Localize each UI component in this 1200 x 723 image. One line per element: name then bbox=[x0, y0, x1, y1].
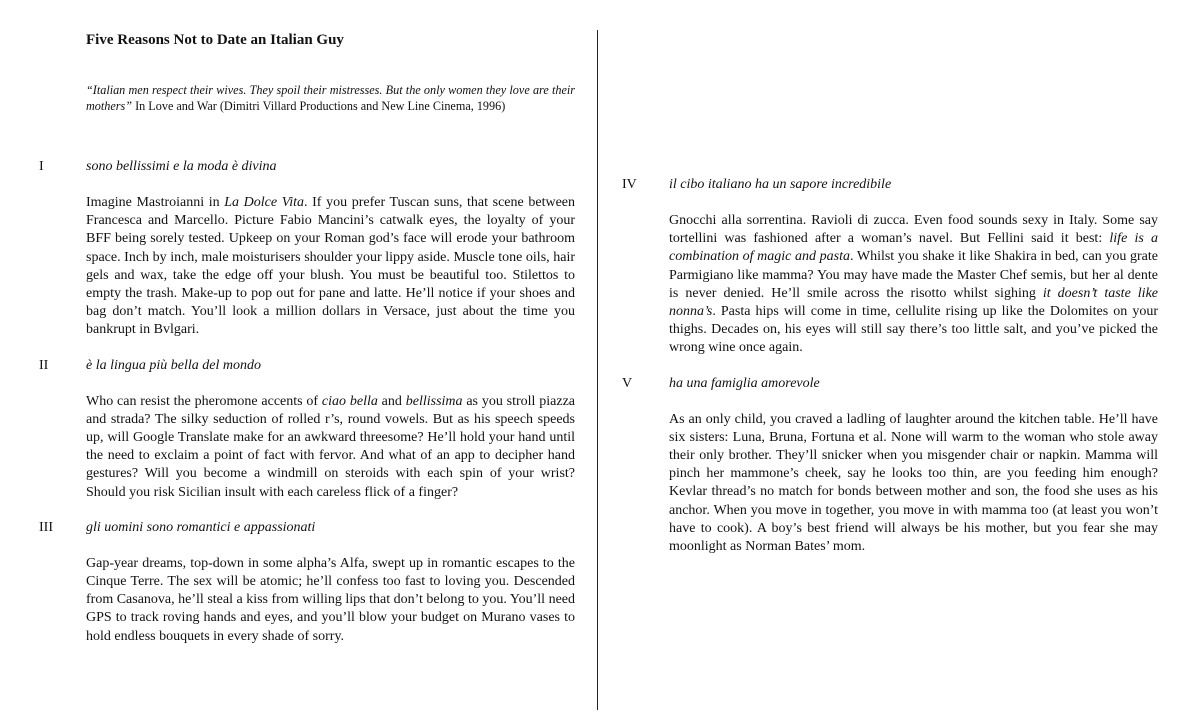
italic-run: ciao bella bbox=[321, 393, 378, 409]
text-run: As an only child, you craved a ladling of laughter around the kitchen table. He’ll have six sisters: Luna, Bruna, Fortuna et al. None will warm to the woman who stole away their only brother. They’ll snicker when you misgender chair or napkin. Mamma will pinch her mammone’s cheek, say he looks too thin, are you feeding him enough? Kevlar thread’s no match for bonds between mother and son, the food she uses as his anchor. When you move in together, you move in with mamma too (at least you won’t have to cook). A boy’s best friend will always be his mother, but you fear she may moonlight as Norman Bates’ mom. bbox=[669, 411, 1158, 555]
section-5 bbox=[622, 375, 1158, 557]
section-4 bbox=[622, 176, 1159, 358]
text-run: Gnocchi alla sorrentina. Ravioli di zucca. Even food sounds sexy in Italy. Some say tortellini was fashioned after a woman’s navel. But Fellini said it best: bbox=[669, 213, 1158, 247]
section-numeral: III bbox=[39, 519, 53, 535]
section-heading-text: è la lingua più bella del mondo bbox=[86, 357, 261, 373]
text-run: Who can resist the pheromone accents of bbox=[86, 393, 322, 409]
section-heading-text: sono bellissimi e la moda è divina bbox=[86, 159, 277, 174]
section-numeral: I bbox=[39, 159, 44, 174]
section-paragraph bbox=[669, 411, 1158, 557]
section-2 bbox=[39, 357, 576, 502]
text-run: as you stroll piazza and strada? The silky seduction of rolled r’s, round vowels. But as his speech speeds up, will Google Translate make for an awkward threesome? He’ll hold your hand until the need to exclaim a point of fact with fervor. And what of an app to decipher hand gestures? Will you become a windmill on steroids with each spin of your wrist? Should you risk Sicilian insult with each careless flick of a finger? bbox=[86, 393, 576, 500]
text-run: and bbox=[377, 393, 406, 409]
section-heading-text: ha una famiglia amorevole bbox=[669, 375, 820, 391]
section-heading bbox=[39, 357, 575, 374]
section-heading-text: il cibo italiano ha un sapore incredibile bbox=[669, 177, 892, 192]
section-heading bbox=[622, 176, 1158, 193]
italic-run: life is a combination of magic and pasta bbox=[669, 231, 1158, 265]
document-title: Five Reasons Not to Date an Italian Guy bbox=[86, 32, 344, 48]
italic-run: bellissima bbox=[405, 393, 463, 409]
section-paragraph bbox=[86, 194, 575, 340]
text-run: Gap-year dreams, top-down in some alpha’s Alfa, swept up in romantic escapes to the Cinque Terre. The sex will be atomic; he’ll confess too fast to loving you. Descended from Casanova, he’ll steal a kiss from willing lips that don’t belong to you. You’ll need GPS to track roving hands and eyes, and you’ll blow your budget on Murano vases to hold endless bouquets in every shade of sorry. bbox=[86, 555, 575, 644]
section-heading bbox=[39, 519, 575, 536]
text-run: . Whilst you shake it like Shakira in bed, can you grate Parmigiano like mamma? You may have made the Master Chef semis, but her al dente is never denied. He’ll smile across the risotto whilst sighing bbox=[669, 249, 1158, 301]
section-paragraph bbox=[669, 212, 1158, 358]
italic-run: La Dolce Vita bbox=[224, 195, 305, 210]
column-divider bbox=[597, 30, 598, 710]
section-1 bbox=[39, 158, 575, 340]
section-3 bbox=[39, 519, 575, 646]
section-numeral: IV bbox=[622, 177, 637, 192]
epigraph-source: In Love and War (Dimitri Villard Productions and New Line Cinema, 1996) bbox=[132, 98, 506, 113]
italic-run: it doesn’t taste like nonna’s bbox=[669, 285, 1159, 320]
section-heading-text: gli uomini sono romantici e appassionati bbox=[86, 519, 316, 535]
left-column bbox=[0, 0, 597, 723]
section-paragraph bbox=[86, 555, 575, 646]
text-run: Imagine Mastroianni in bbox=[86, 195, 225, 210]
text-run: . If you prefer Tuscan suns, that scene between Francesca and Marcello. Picture Fabio Mancini’s catwalk eyes, the loyalty of your BFF being sorely tested. Upkeep on your Roman god’s face will erode your bathroom space. Inch by inch, male moisturisers shoulder your lippy aside. Muscle tone oils, hair gels and wax, take the edge off your blush. You must be beautiful too. Stilettos to empty the trash. Make-up to pop out for pane and latte. He’ll notice if your shoes and bag don’t match. You’ll look a million dollars in Versace, just about the time you bankrupt in Bvlgari. bbox=[86, 195, 575, 338]
section-heading bbox=[39, 158, 575, 175]
section-numeral: V bbox=[622, 375, 633, 391]
section-paragraph bbox=[86, 393, 575, 502]
section-heading bbox=[622, 375, 1158, 392]
text-run: . Pasta hips will come in time, cellulite rising up like the Dolomites on your thighs. Decades on, his eyes will still say there’s too little salt, and you’ve picked the wrong wine once again. bbox=[669, 304, 1158, 356]
section-numeral: II bbox=[39, 357, 49, 373]
epigraph-quote: “Italian men respect their wives. They spoil their mistresses. But the only women they love are their mothers” bbox=[86, 83, 575, 113]
epigraph bbox=[86, 83, 575, 114]
right-column bbox=[599, 0, 1200, 723]
